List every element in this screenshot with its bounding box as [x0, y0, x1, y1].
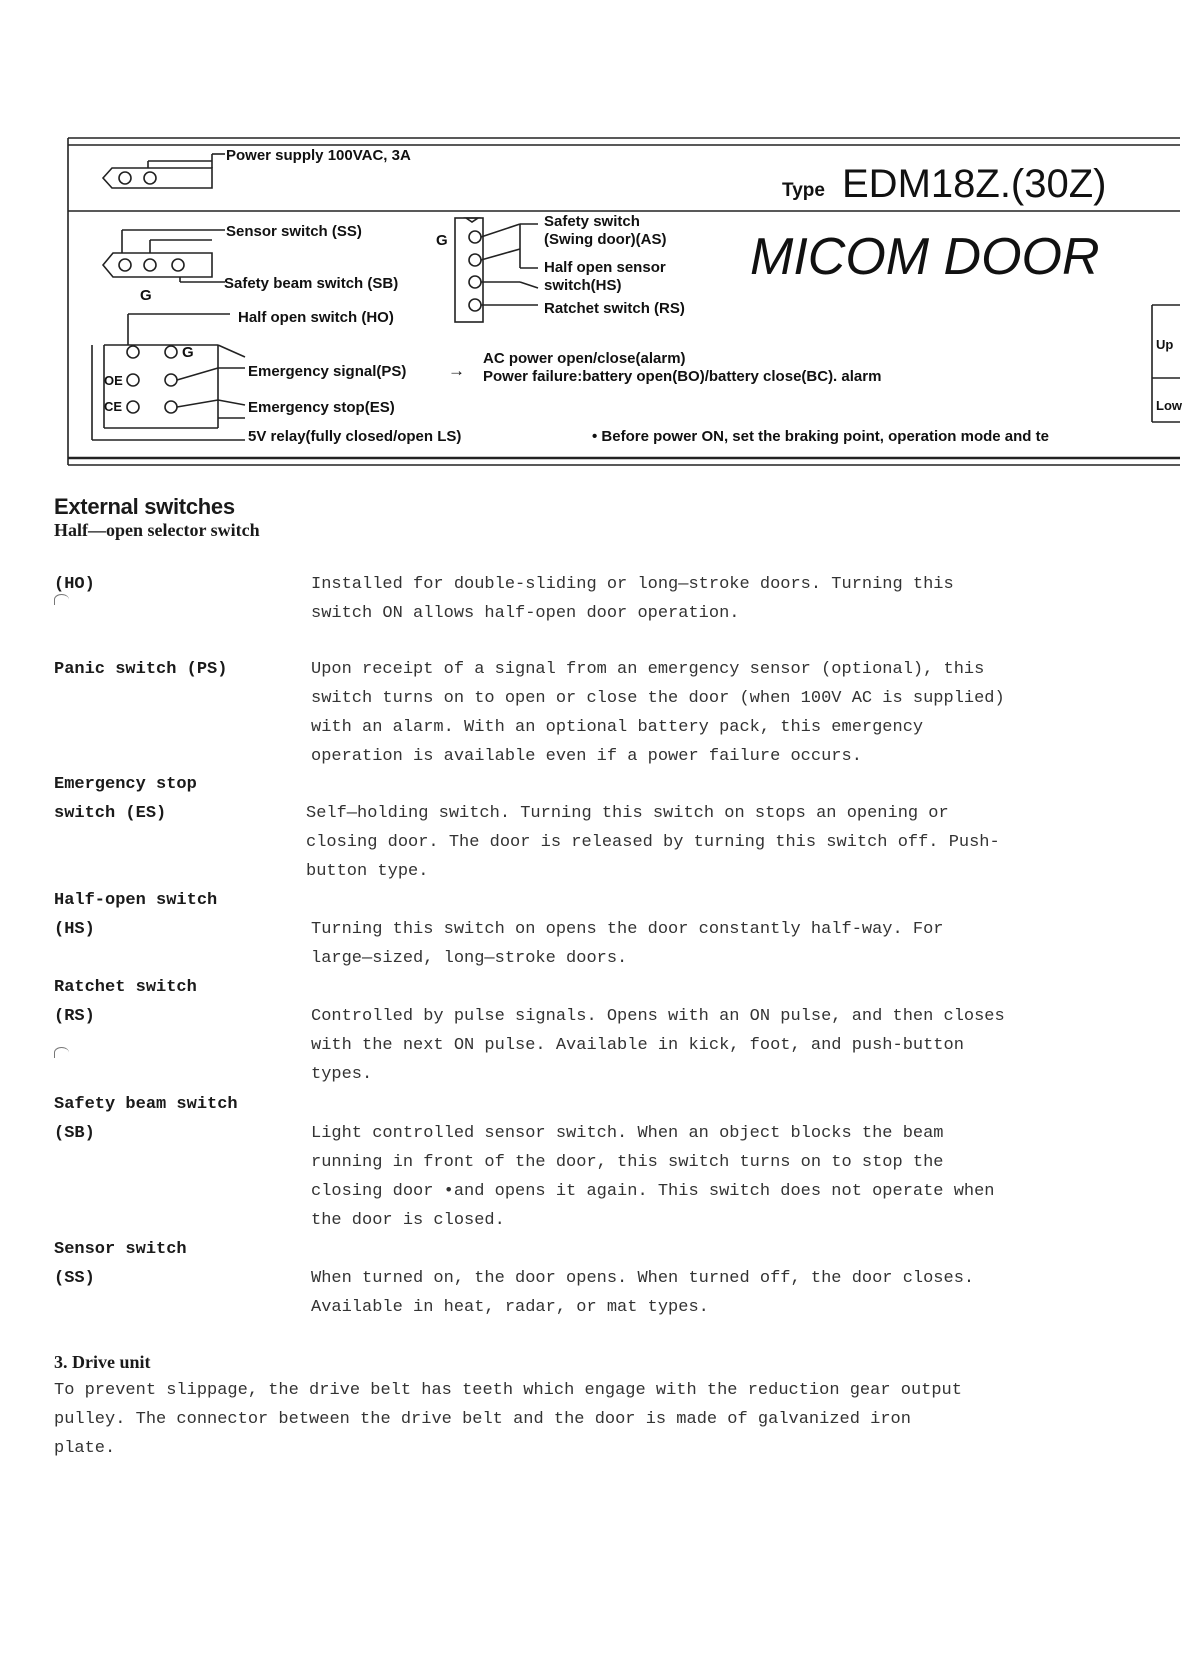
safety-beam-switch-label: Safety beam switch (SB) [224, 275, 399, 292]
term-safety-beam-switch: Safety beam switch (SB) [54, 1095, 238, 1143]
term-half-open-selector: (HO) [54, 575, 95, 594]
wiring-diagram [0, 0, 1195, 480]
term-emergency-stop: Emergency stop switch (ES) [54, 775, 197, 823]
drive-unit-heading: 3. Drive unit [54, 1352, 151, 1372]
ac-power-label: AC power open/close(alarm) [483, 350, 686, 367]
ground-label-box: G [182, 344, 194, 361]
ratchet-switch-label: Ratchet switch (RS) [544, 300, 685, 317]
term-sensor-switch: Sensor switch (SS) [54, 1240, 187, 1288]
arrow-glyph: → [448, 361, 465, 380]
ground-label-mid: G [436, 232, 448, 249]
safety-switch-label: Safety switch [544, 213, 640, 230]
desc-ratchet-switch: Controlled by pulse signals. Opens with an ON pulse, and then closes with the next ON pulse. Available in kick, foot, and push-button types. [311, 1007, 1005, 1084]
side-up-label: Up [1156, 337, 1174, 352]
relay-label: 5V relay(fully closed/open LS) [248, 428, 462, 445]
section-title: External switches [54, 494, 235, 519]
stray-mark [54, 594, 69, 605]
term-ratchet-switch: Ratchet switch (RS) [54, 978, 197, 1026]
drive-unit-text: To prevent slippage, the drive belt has teeth which engage with the reduction gear output pulley. The connector between the drive belt and the door is made of galvanized iron plate. [54, 1381, 962, 1458]
section-subtitle: Half—open selector switch [54, 520, 260, 540]
sensor-connector [103, 230, 225, 282]
desc-sensor-switch: When turned on, the door opens. When turned off, the door closes. Available in heat, radar, or mat types. [311, 1269, 975, 1317]
emergency-stop-label: Emergency stop(ES) [248, 399, 395, 416]
brand-title: MICOM DOOR [750, 228, 1100, 286]
desc-safety-beam-switch: Light controlled sensor switch. When an object blocks the beam running in front of the door, this switch turns on to stop the closing door •and opens it again. This switch does not operate when the door is closed. [311, 1124, 995, 1230]
model-number: EDM18Z.(30Z) [842, 162, 1107, 206]
half-open-sensor-switch-label: switch(HS) [544, 277, 622, 294]
power-connector [103, 154, 225, 188]
term-half-open-switch: Half-open switch (HS) [54, 891, 218, 939]
power-supply-label: Power supply 100VAC, 3A [226, 147, 411, 164]
side-low-label: Low [1156, 398, 1182, 413]
emergency-signal-label: Emergency signal(PS) [248, 363, 407, 380]
terminal-block [455, 218, 538, 322]
ce-label: CE [104, 399, 123, 414]
desc-panic-switch: Upon receipt of a signal from an emergency sensor (optional), this switch turns on to open or close the door (when 100V AC is supplied) with an alarm. With an optional battery pack, this emergency operation is available even if a power failure occurs. [311, 660, 1005, 766]
half-open-switch-label: Half open switch (HO) [238, 309, 394, 326]
ground-label-left: G [140, 287, 152, 304]
stray-mark-2 [54, 1047, 69, 1058]
desc-emergency-stop: Self—holding switch. Turning this switch on stops an opening or closing door. The door is released by turning this switch off. Push- button type. [306, 804, 1000, 881]
desc-half-open-switch: Turning this switch on opens the door constantly half-way. For large—sized, long—stroke doors. [311, 920, 944, 968]
term-panic-switch: Panic switch (PS) [54, 660, 228, 679]
type-prefix: Type [782, 180, 825, 201]
before-power-note: • Before power ON, set the braking point, operation mode and te [592, 428, 1049, 445]
desc-half-open-selector: Installed for double-sliding or long—stroke doors. Turning this switch ON allows half-open door operation. [311, 575, 954, 623]
half-open-sensor-label: Half open sensor [544, 259, 666, 276]
sensor-switch-label: Sensor switch (SS) [226, 223, 362, 240]
oe-label: OE [104, 373, 123, 388]
swing-door-label: (Swing door)(AS) [544, 231, 667, 248]
power-failure-label: Power failure:battery open(BO)/battery close(BC). alarm [483, 368, 882, 385]
